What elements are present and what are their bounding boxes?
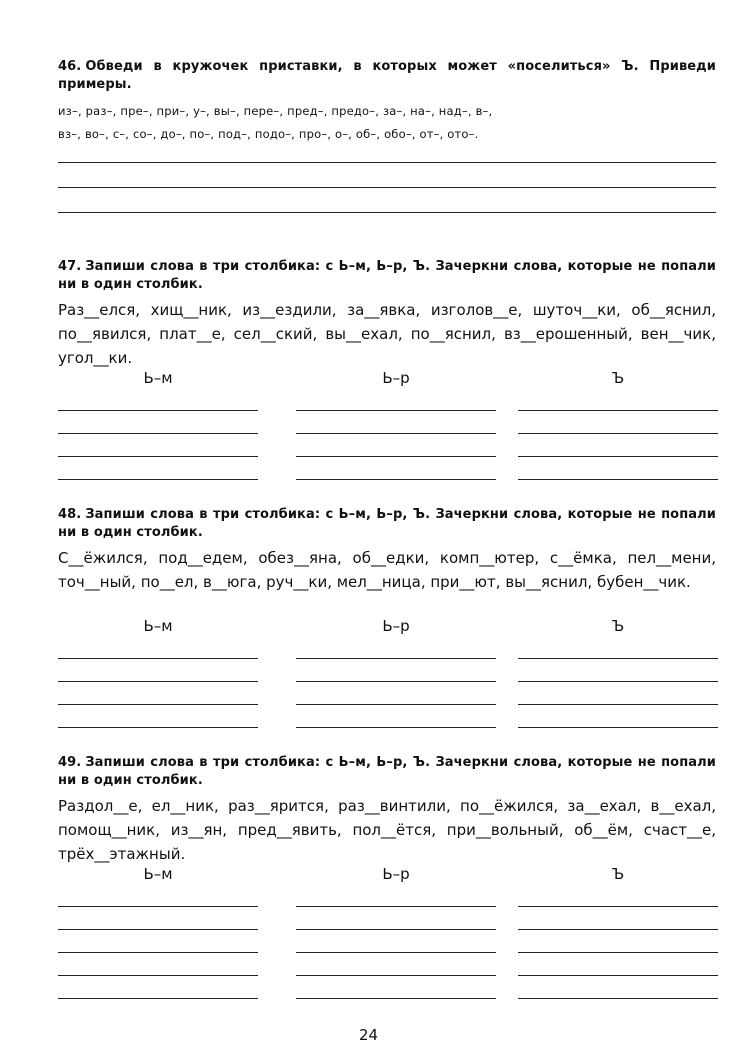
task-number: 49. xyxy=(58,755,82,770)
answer-line[interactable] xyxy=(296,658,496,659)
answer-line[interactable] xyxy=(296,727,496,728)
answer-line[interactable] xyxy=(296,681,496,682)
answer-line[interactable] xyxy=(296,952,496,953)
column-header: Ь–р xyxy=(382,617,410,635)
task-instruction: Запиши слова в три столбика: с Ь–м, Ь–р, Ъ. Зачеркни слова, которые не попали ни в один столбик. xyxy=(58,507,716,540)
answer-line[interactable] xyxy=(296,433,496,434)
column-header: Ъ xyxy=(611,865,625,883)
answer-line[interactable] xyxy=(518,727,718,728)
answer-line[interactable] xyxy=(58,187,716,188)
answer-line[interactable] xyxy=(58,410,258,411)
answer-line[interactable] xyxy=(296,479,496,480)
task-number: 47. xyxy=(58,259,82,274)
column-soft-sign-r xyxy=(296,368,496,480)
answer-line[interactable] xyxy=(518,433,718,434)
column-soft-sign xyxy=(58,616,258,728)
answer-line[interactable] xyxy=(58,162,716,163)
answer-line[interactable] xyxy=(296,906,496,907)
column-header: Ъ xyxy=(611,617,625,635)
answer-line[interactable] xyxy=(58,998,258,999)
answer-line[interactable] xyxy=(58,727,258,728)
column-header: Ь–м xyxy=(143,369,173,387)
task-46-title xyxy=(58,58,716,94)
answer-line[interactable] xyxy=(518,952,718,953)
column-soft-sign xyxy=(58,368,258,480)
answer-line[interactable] xyxy=(518,704,718,705)
column-header: Ь–р xyxy=(382,369,410,387)
answer-line[interactable] xyxy=(58,433,258,434)
task-instruction: Запиши слова в три столбика: с Ь–м, Ь–р, Ъ. Зачеркни слова, которые не попали ни в один столбик. xyxy=(58,755,716,788)
answer-line[interactable] xyxy=(518,975,718,976)
task-instruction: Обведи в кружочек приставки, в которых может «поселиться» Ъ. Приведи примеры. xyxy=(58,59,716,92)
answer-line[interactable] xyxy=(58,212,716,213)
answer-line[interactable] xyxy=(518,658,718,659)
answer-line[interactable] xyxy=(518,906,718,907)
answer-line[interactable] xyxy=(296,998,496,999)
answer-line[interactable] xyxy=(296,410,496,411)
task-49-title xyxy=(58,754,716,790)
column-hard-sign xyxy=(518,616,718,728)
word-list: Раз__елся, хищ__ник, из__ездили, за__явка, изголов__е, шуточ__ки, об__яснил, по__явился, плат__е, сел__ский, вы__ехал, по__яснил, вз__ерошенный, вен__чик, угол__ки. xyxy=(58,301,716,367)
answer-line[interactable] xyxy=(518,998,718,999)
column-hard-sign xyxy=(518,368,718,480)
answer-line[interactable] xyxy=(518,681,718,682)
page-number: 24 xyxy=(358,1026,379,1044)
answer-line[interactable] xyxy=(296,975,496,976)
column-hard-sign xyxy=(518,864,718,999)
task-number: 46. xyxy=(58,59,82,74)
word-list: С__ёжился, под__едем, обез__яна, об__едки, комп__ютер, с__ёмка, пел__мени, точ__ный, по__ел, в__юга, руч__ки, мел__ница, при__ют, вы__яснил, бубен__чик. xyxy=(58,549,716,591)
task-48-title xyxy=(58,506,716,542)
column-soft-sign-r xyxy=(296,864,496,999)
answer-line[interactable] xyxy=(58,681,258,682)
answer-line[interactable] xyxy=(58,704,258,705)
answer-line[interactable] xyxy=(58,975,258,976)
task-47 xyxy=(58,258,716,370)
task-46 xyxy=(58,58,716,213)
column-header: Ь–м xyxy=(143,865,173,883)
answer-line[interactable] xyxy=(296,456,496,457)
prefix-row: из–, раз–, пре–, при–, у–, вы–, пере–, пред–, предо–, за–, на–, над–, в–, xyxy=(58,104,493,118)
column-header: Ь–м xyxy=(143,617,173,635)
prefix-list xyxy=(58,100,716,146)
answer-line[interactable] xyxy=(518,456,718,457)
answer-line[interactable] xyxy=(518,479,718,480)
word-list: Раздол__е, ел__ник, раз__ярится, раз__винтили, по__ёжился, за__ехал, в__ехал, помощ__ник, из__ян, пред__явить, пол__ётся, при__вольный, об__ём, счаст__е, трёх__этажный. xyxy=(58,797,716,863)
answer-line[interactable] xyxy=(58,456,258,457)
answer-line[interactable] xyxy=(58,929,258,930)
column-soft-sign xyxy=(58,864,258,999)
task-instruction: Запиши слова в три столбика: с Ь–м, Ь–р, Ъ. Зачеркни слова, которые не попали ни в один столбик. xyxy=(58,259,716,292)
answer-line[interactable] xyxy=(296,929,496,930)
answer-line[interactable] xyxy=(296,704,496,705)
task-47-title xyxy=(58,258,716,294)
column-header: Ь–р xyxy=(382,865,410,883)
answer-line[interactable] xyxy=(58,906,258,907)
answer-line[interactable] xyxy=(518,410,718,411)
column-soft-sign-r xyxy=(296,616,496,728)
answer-lines xyxy=(58,162,716,213)
prefix-row: вз–, во–, с–, со–, до–, по–, под–, подо–, про–, о–, об–, обо–, от–, ото–. xyxy=(58,127,479,141)
task-49 xyxy=(58,754,716,866)
answer-line[interactable] xyxy=(58,479,258,480)
column-header: Ъ xyxy=(611,369,625,387)
task-48 xyxy=(58,506,716,594)
answer-line[interactable] xyxy=(518,929,718,930)
answer-line[interactable] xyxy=(58,658,258,659)
task-number: 48. xyxy=(58,507,82,522)
answer-line[interactable] xyxy=(58,952,258,953)
